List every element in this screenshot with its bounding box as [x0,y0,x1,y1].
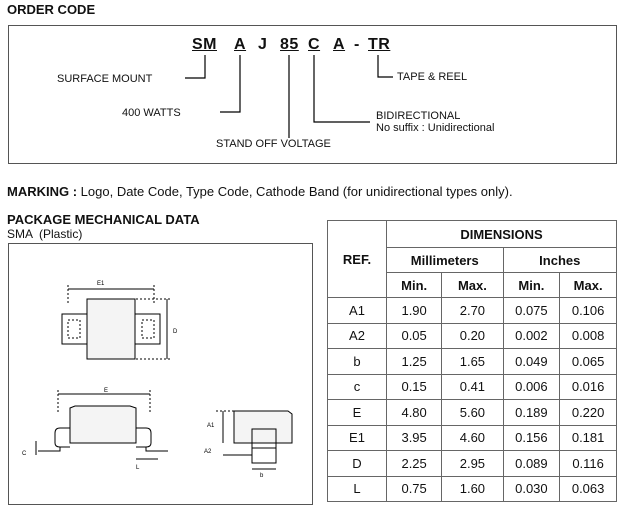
dim-label-a2: A2 [204,449,212,455]
code-part-a2: A [333,36,346,53]
table-row [328,323,617,349]
package-title: PACKAGE MECHANICAL DATA [7,212,200,227]
table-row [328,476,617,502]
marking-label: MARKING : [7,184,78,199]
cell-in-max: 0.065 [560,349,617,375]
cell-in-min: 0.006 [503,374,560,400]
cell-mm-min: 1.25 [387,349,442,375]
label-bidirectional: BIDIRECTIONAL [376,110,461,122]
cell-mm-min: 0.05 [387,323,442,349]
cell-ref: E1 [328,425,387,451]
dim-label-c: C [22,451,27,457]
cell-in-max: 0.181 [560,425,617,451]
cell-in-max: 0.106 [560,298,617,324]
cell-mm-min: 4.80 [387,400,442,426]
end-view [216,411,292,469]
cell-ref: b [328,349,387,375]
cell-in-min: 0.075 [503,298,560,324]
header-ref: REF. [328,221,387,298]
marking-text: Logo, Date Code, Type Code, Cathode Band (for unidirectional types only). [80,184,513,199]
cell-mm-max: 2.95 [442,451,503,477]
marking-line [7,184,513,199]
cell-in-min: 0.189 [503,400,560,426]
dimensions-body [328,298,617,502]
dim-label-b: b [260,473,264,479]
cell-in-min: 0.089 [503,451,560,477]
dimensions-table [327,220,617,502]
header-inches: Inches [503,248,616,273]
order-code-title: ORDER CODE [7,2,96,17]
cell-ref: L [328,476,387,502]
table-row [328,400,617,426]
cell-in-min: 0.030 [503,476,560,502]
cell-in-min: 0.002 [503,323,560,349]
dim-label-a1: A1 [207,423,215,429]
top-view [62,285,171,359]
table-row [328,374,617,400]
dim-label-l: L [136,465,140,471]
cell-ref: E [328,400,387,426]
cell-mm-min: 2.25 [387,451,442,477]
cell-mm-max: 2.70 [442,298,503,324]
label-tape-reel: TAPE & REEL [397,71,468,83]
code-part-a: A [234,36,247,53]
table-row [328,349,617,375]
cell-in-min: 0.049 [503,349,560,375]
header-in-min: Min. [503,273,560,298]
code-part-j: J [258,36,268,53]
cell-mm-min: 1.90 [387,298,442,324]
cell-in-max: 0.008 [560,323,617,349]
table-row [328,451,617,477]
code-part-85: 85 [280,36,299,53]
header-mm-max: Max. [442,273,503,298]
cell-mm-min: 3.95 [387,425,442,451]
cell-mm-max: 0.20 [442,323,503,349]
cell-mm-min: 0.75 [387,476,442,502]
cell-mm-max: 4.60 [442,425,503,451]
cell-in-max: 0.016 [560,374,617,400]
cell-ref: A1 [328,298,387,324]
cell-mm-max: 1.60 [442,476,503,502]
package-subtitle: SMA (Plastic) [7,227,83,241]
table-row [328,425,617,451]
cell-mm-max: 0.41 [442,374,503,400]
cell-in-max: 0.220 [560,400,617,426]
cell-mm-max: 1.65 [442,349,503,375]
header-in-max: Max. [560,273,617,298]
table-row [328,298,617,324]
cell-ref: D [328,451,387,477]
label-surface-mount: SURFACE MOUNT [57,73,153,85]
dim-label-e1: E1 [97,281,105,287]
cell-mm-min: 0.15 [387,374,442,400]
cell-ref: A2 [328,323,387,349]
code-part-tr: TR [368,36,391,53]
label-400-watts: 400 WATTS [122,107,181,119]
cell-mm-max: 5.60 [442,400,503,426]
cell-in-max: 0.063 [560,476,617,502]
code-part-c: C [308,36,321,53]
code-part-sm: SM [192,36,217,53]
cell-in-max: 0.116 [560,451,617,477]
cell-in-min: 0.156 [503,425,560,451]
dim-label-e: E [104,388,109,394]
header-dimensions: DIMENSIONS [387,221,617,248]
header-mm-min: Min. [387,273,442,298]
dim-label-d: D [173,329,178,335]
cell-ref: c [328,374,387,400]
code-part-dash: - [354,36,360,53]
header-millimeters: Millimeters [387,248,504,273]
label-no-suffix: No suffix : Unidirectional [376,122,495,134]
package-drawing [8,243,313,505]
side-view [36,390,168,459]
label-stand-off-voltage: STAND OFF VOLTAGE [216,138,331,150]
